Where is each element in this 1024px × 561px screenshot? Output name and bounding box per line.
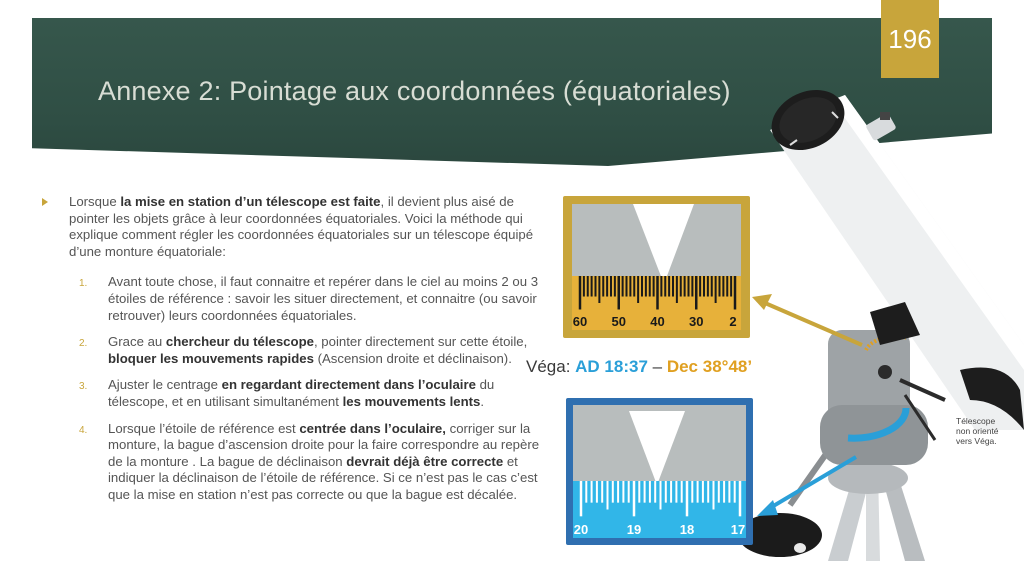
- step-number: 2.: [79, 338, 88, 350]
- ra-scale-view: [573, 405, 746, 538]
- scale-label: 40: [650, 314, 665, 329]
- step-text: corriger sur la monture, la bague d’ascension droite pour la faire correspondre au repère de la monture . La bague de déclinaison: [108, 420, 540, 469]
- vega-label: Véga:: [526, 357, 576, 376]
- step-bold: en regardant directement dans l’oculaire: [221, 377, 476, 393]
- step-bold: centrée dans l’oculaire,: [299, 420, 446, 436]
- step-bold: les mouvements lents: [342, 393, 481, 409]
- telescope-caption: [956, 416, 1018, 446]
- page-number: 196: [881, 0, 939, 78]
- scale-label: 30: [689, 314, 704, 329]
- step-text: , pointer directement sur cette étoile,: [313, 334, 528, 350]
- scale-label: 19: [626, 522, 642, 537]
- vega-ad: AD 18:37: [575, 357, 648, 376]
- step-item: [42, 274, 547, 324]
- step-text: et indiquer la déclinaison de l’étoile de référence. Si ce n’est pas le cas c’est que la mise en station n’est pas correcte ou que la bague est décalée.: [108, 453, 538, 502]
- step-text: du télescope, et en utilisant simultanément: [108, 377, 495, 409]
- vega-dec: Dec 38°48’: [666, 357, 753, 376]
- declination-ruler: [572, 276, 741, 330]
- steps-list: [42, 274, 547, 503]
- scale-label: 50: [611, 314, 626, 329]
- scale-label: 17: [730, 522, 746, 537]
- step-text: Avant toute chose, il faut connaitre et repérer dans le ciel au moins 2 ou 3 étoiles de référence : savoir les situer directement, et connaitre (ou savoir retrouver) leurs coordonnées équatoriales.: [108, 274, 539, 323]
- bullet-triangle-icon: [42, 198, 48, 206]
- caption-line: non orienté: [956, 426, 999, 436]
- step-text: Lorsque l’étoile de référence est: [108, 420, 300, 436]
- intro-text-1: Lorsque: [69, 194, 121, 209]
- step-number: 3.: [79, 381, 88, 393]
- step-text: Ajuster le centrage: [108, 377, 222, 393]
- caption-line: Télescope: [956, 416, 996, 426]
- step-number: 1.: [79, 278, 88, 290]
- scale-label: 60: [572, 314, 588, 329]
- body-text: [42, 194, 547, 514]
- step-text: Grace au: [108, 334, 166, 350]
- step-bold: devrait déjà être correcte: [346, 453, 504, 469]
- scale-label: 18: [679, 522, 695, 537]
- ra-ruler: [573, 481, 746, 538]
- declination-scale-panel: [563, 196, 750, 338]
- tripod: [828, 462, 925, 561]
- ra-scale-panel: [566, 398, 753, 545]
- step-bold: bloquer les mouvements rapides: [108, 350, 314, 366]
- vega-separator: –: [647, 357, 667, 376]
- caption-line: vers Véga.: [956, 436, 997, 446]
- declination-scale-view: [572, 204, 741, 330]
- step-item: [42, 377, 547, 410]
- intro-paragraph: [42, 194, 547, 260]
- intro-text-2: , il devient plus aisé de pointer les objets grâce à leur coordonnées équatoriales. Voici la méthode qui explique comment régler les coordonnées équatoriales sur un télescope équipé d’une monture équatoriale:: [69, 194, 534, 259]
- slide-title: Annexe 2: Pointage aux coordonnées (équatoriales): [98, 76, 731, 106]
- scale-label: 2: [729, 314, 737, 329]
- scale-label: 20: [573, 522, 589, 537]
- step-text: (Ascension droite et déclinaison).: [313, 350, 512, 366]
- step-text: .: [480, 393, 485, 409]
- vega-coordinates: [526, 357, 752, 377]
- step-bold: chercheur du télescope: [165, 334, 314, 350]
- step-item: [42, 334, 547, 367]
- step-item: [42, 421, 547, 504]
- intro-bold-1: la mise en station d’un télescope est faite: [120, 194, 381, 209]
- step-number: 4.: [79, 424, 88, 436]
